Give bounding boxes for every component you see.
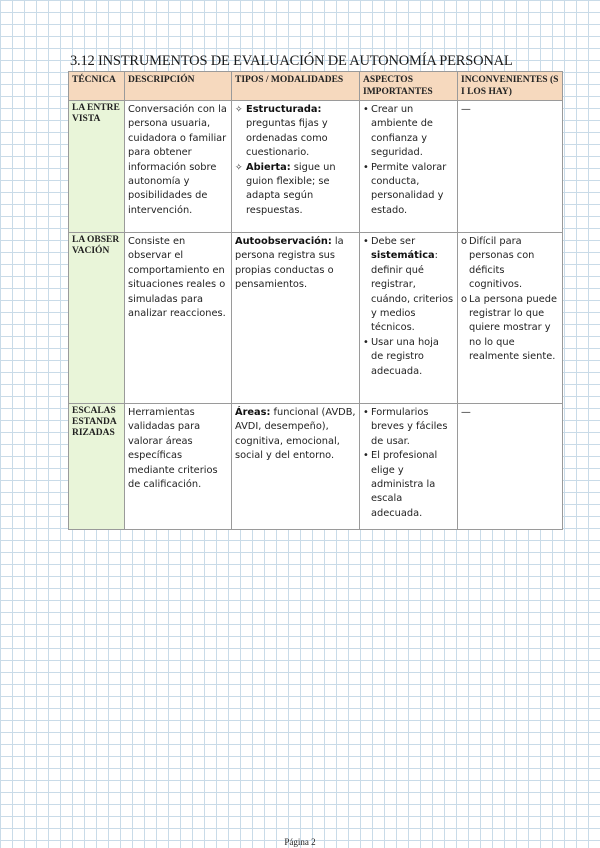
table-header-row	[69, 72, 563, 101]
table-row	[69, 404, 563, 530]
bullet-icon: •	[363, 161, 369, 173]
tipo-item	[235, 103, 356, 161]
list-item	[363, 103, 454, 161]
bullet-icon: •	[363, 336, 369, 348]
none-dash: —	[461, 407, 471, 418]
aspecto-keyword: sistemática	[371, 250, 435, 262]
page-footer: Página 2	[284, 837, 316, 847]
list-item	[363, 336, 454, 379]
tipo-label: Áreas:	[235, 407, 271, 418]
bullet-icon: •	[363, 104, 369, 115]
inconveniente-text: Difícil para personas con déficits cognitivos.	[469, 236, 535, 291]
tipos-cell	[232, 404, 360, 530]
inconvenientes-cell	[458, 233, 563, 404]
tipo-text: sigue un guion flexible; se adapta según respuestas.	[246, 161, 336, 216]
aspecto-text: El profesional elige y administra la escala adecuada.	[371, 450, 438, 519]
aspectos-cell	[360, 233, 458, 404]
list-item	[363, 235, 454, 336]
circle-bullet-icon: o	[461, 236, 467, 247]
circle-bullet-icon: o	[461, 293, 467, 305]
tipo-label: Abierta:	[246, 161, 291, 173]
descripcion-cell: Consiste en observar el comportamiento en situaciones reales o simuladas para analizar reacciones.	[125, 233, 232, 404]
page-title: 3.12 INSTRUMENTOS DE EVALUACIÓN DE AUTONOMÍA PERSONAL	[70, 53, 513, 69]
none-dash: —	[461, 104, 471, 115]
list-item	[461, 293, 559, 365]
bullet-icon: •	[363, 407, 369, 418]
aspecto-text: Permite valorar conducta, personalidad y estado.	[371, 161, 447, 216]
tipo-item	[235, 161, 356, 219]
aspecto-text: Formularios breves y fáciles de usar.	[371, 407, 448, 447]
tipo-text: preguntas fijas y ordenadas como cuestionario.	[246, 118, 328, 159]
header-aspectos: ASPECTOS IMPORTANTES	[360, 72, 458, 101]
list-item	[363, 161, 454, 219]
inconveniente-text: La persona puede registrar lo que quiere mostrar y no lo que realmente siente.	[469, 293, 557, 363]
bullet-icon: •	[363, 450, 369, 462]
descripcion-cell: Herramientas validadas para valorar áreas específicas mediante criterios de calificación.	[125, 404, 232, 530]
aspecto-text: Usar una hoja de registro adecuada.	[371, 336, 439, 377]
tipos-cell	[232, 233, 360, 404]
bullet-icon: •	[363, 236, 369, 247]
aspecto-text: : definir qué registrar, cuándo, criterios y medios técnicos.	[371, 250, 454, 334]
tipo-text: funcional (AVDB, AVDI, desempeño), cognitiva, emocional, social y del entorno.	[235, 407, 356, 462]
table-row	[69, 101, 563, 233]
list-item	[363, 406, 454, 449]
aspectos-cell	[360, 101, 458, 233]
aspectos-cell	[360, 404, 458, 530]
header-tecnica: TÉCNICA	[69, 72, 125, 101]
header-inconvenientes: INCONVENIENTES (SI LOS HAY)	[458, 72, 563, 101]
tipo-label: Estructurada:	[246, 104, 322, 115]
tecnica-cell: LA OBSERVACIÓN	[69, 233, 125, 404]
inconvenientes-cell	[458, 404, 563, 530]
tipo-label: Autoobservación:	[235, 236, 332, 247]
tecnica-cell: LA ENTREVISTA	[69, 101, 125, 233]
diamond-bullet-icon: ✧	[235, 105, 243, 115]
diamond-bullet-icon: ✧	[235, 162, 243, 173]
evaluation-instruments-table	[68, 71, 563, 530]
tipos-cell	[232, 101, 360, 233]
list-item	[461, 235, 559, 293]
list-item	[363, 449, 454, 521]
table-row	[69, 233, 563, 404]
tecnica-cell: ESCALAS ESTANDARIZADAS	[69, 404, 125, 530]
aspecto-text: Crear un ambiente de confianza y seguridad.	[371, 104, 433, 159]
header-descripcion: DESCRIPCIÓN	[125, 72, 232, 101]
aspecto-text: Debe ser	[371, 236, 416, 247]
tipo-text: la persona registra sus propias conductas o pensamientos.	[235, 236, 344, 291]
descripcion-cell: Conversación con la persona usuaria, cuidadora o familiar para obtener información sobre autonomía y posibilidades de intervención.	[125, 101, 232, 233]
inconvenientes-cell	[458, 101, 563, 233]
header-tipos: TIPOS / MODALIDADES	[232, 72, 360, 101]
